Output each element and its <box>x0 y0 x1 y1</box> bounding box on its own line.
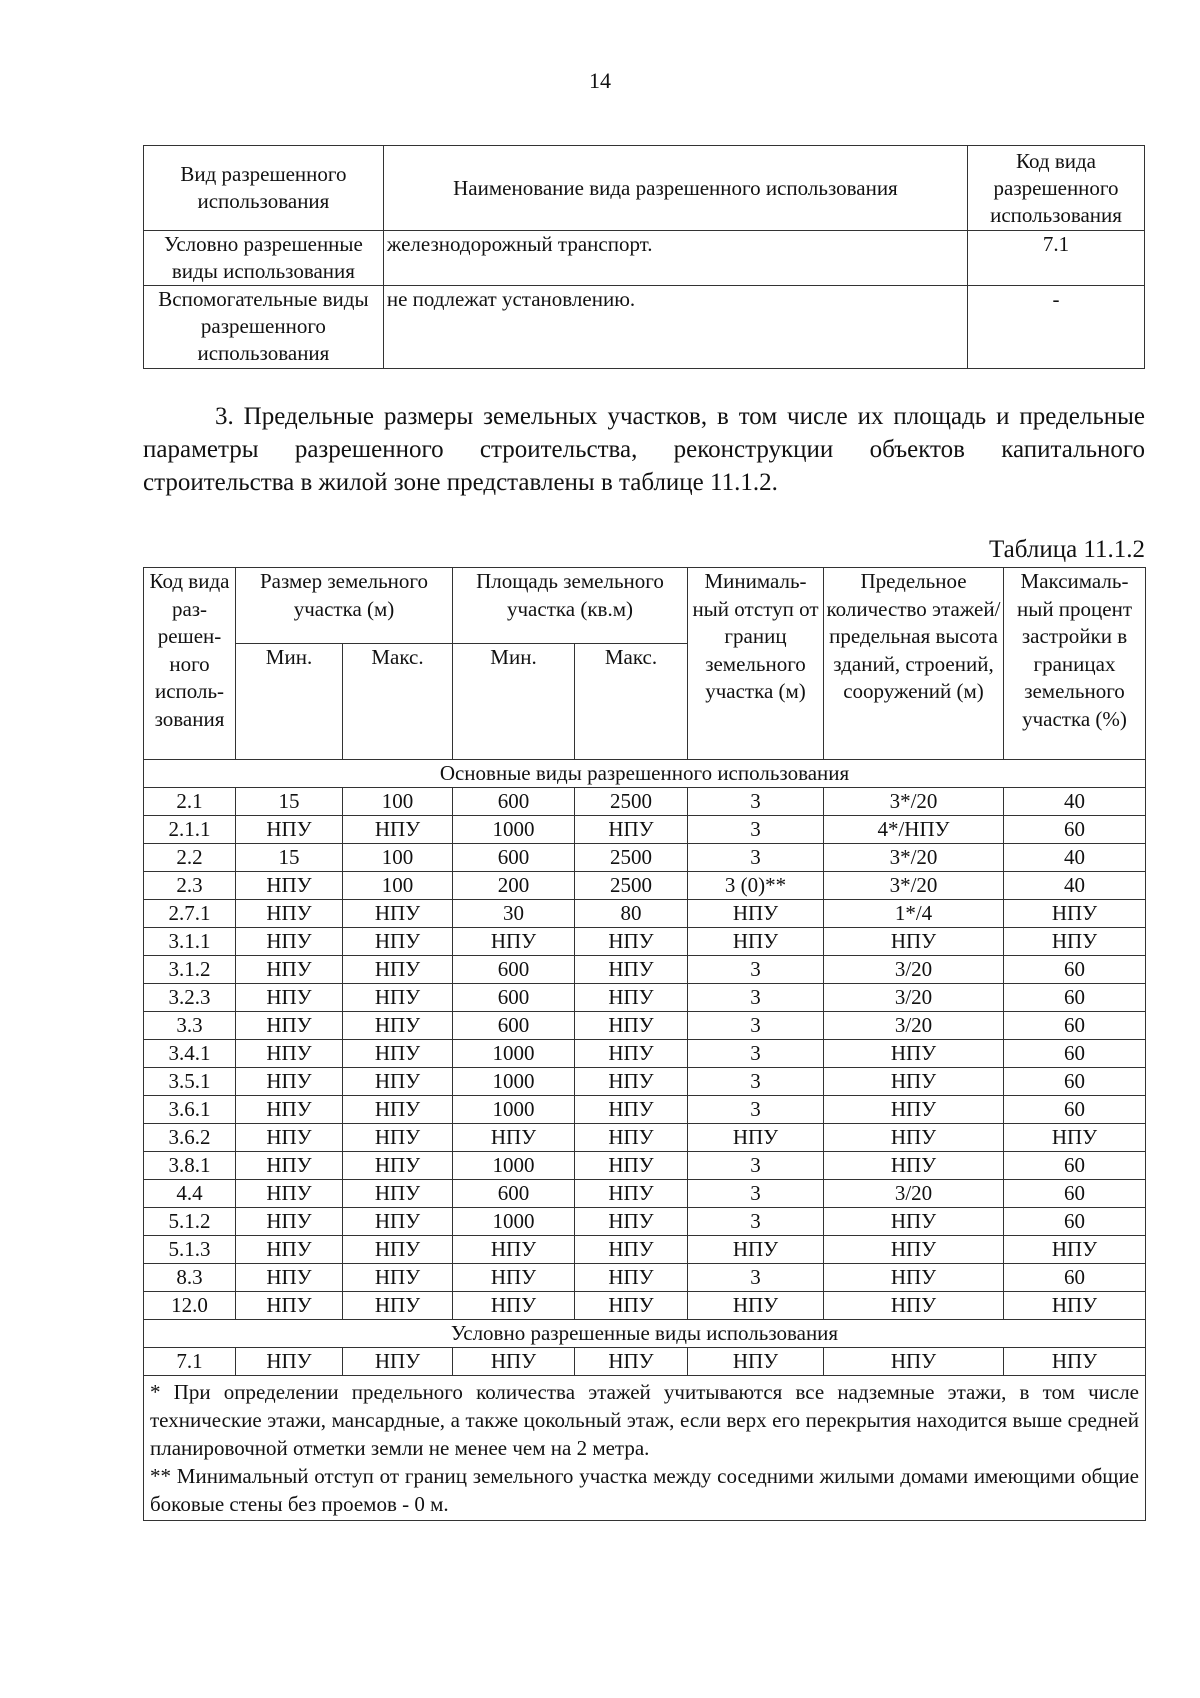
table-cell: НПУ <box>575 816 688 844</box>
table-cell: НПУ <box>236 1208 343 1236</box>
table-cell: 60 <box>1004 1012 1146 1040</box>
table-cell: НПУ <box>236 872 343 900</box>
table-cell: НПУ <box>343 1040 453 1068</box>
table-row <box>144 1208 1146 1236</box>
table-cell: 100 <box>343 872 453 900</box>
table-row <box>144 286 1145 369</box>
permitted-use-table <box>143 145 1145 369</box>
table-cell: 3 <box>688 788 824 816</box>
row-kind: Условно разрешенные виды использования <box>144 231 384 286</box>
notes-row <box>144 1376 1146 1521</box>
table-cell: НПУ <box>575 984 688 1012</box>
table-row <box>144 928 1146 956</box>
header-code: Код вида разрешенного использования <box>968 146 1145 231</box>
table-cell: 4.4 <box>144 1180 236 1208</box>
table-cell: НПУ <box>453 1348 575 1376</box>
table-cell: НПУ <box>824 1124 1004 1152</box>
header-size-max: Макс. <box>343 644 453 760</box>
table-row <box>144 900 1146 928</box>
table-cell: 2.3 <box>144 872 236 900</box>
table-cell: 2.1.1 <box>144 816 236 844</box>
table-cell: НПУ <box>824 1068 1004 1096</box>
table-cell: 1000 <box>453 1208 575 1236</box>
table-cell: 2500 <box>575 788 688 816</box>
table-cell: НПУ <box>343 1236 453 1264</box>
table-cell: 100 <box>343 788 453 816</box>
table-cell: 1000 <box>453 1096 575 1124</box>
paragraph-3: 3. Предельные размеры земельных участков, в том числе их площадь и предельные параметры разрешенного строительства, реконструкции объектов капитального строительства в жилой зоне представлены в таблице 11.1.2. <box>143 403 1145 496</box>
table-cell: 3*/20 <box>824 788 1004 816</box>
table-cell: НПУ <box>575 1152 688 1180</box>
table-cell: 15 <box>236 788 343 816</box>
table-cell: 3.4.1 <box>144 1040 236 1068</box>
table-cell: НПУ <box>236 1096 343 1124</box>
table-cell: НПУ <box>824 1096 1004 1124</box>
table-row <box>144 1068 1146 1096</box>
table-cell: НПУ <box>1004 928 1146 956</box>
table-cell: НПУ <box>343 1068 453 1096</box>
table-cell: НПУ <box>824 1040 1004 1068</box>
table-cell: НПУ <box>236 900 343 928</box>
table-cell: 3*/20 <box>824 844 1004 872</box>
table-cell: НПУ <box>575 1208 688 1236</box>
table-cell: 80 <box>575 900 688 928</box>
table-row <box>144 984 1146 1012</box>
table-cell: 2.7.1 <box>144 900 236 928</box>
table-cell: НПУ <box>236 1348 343 1376</box>
table-cell: 3 <box>688 1096 824 1124</box>
table-cell: 3/20 <box>824 1180 1004 1208</box>
section-title-conditional: Условно разрешенные виды использования <box>144 1320 1146 1348</box>
table-cell: НПУ <box>343 1264 453 1292</box>
table-cell: НПУ <box>236 1152 343 1180</box>
table-cell: НПУ <box>236 1264 343 1292</box>
table-cell: 600 <box>453 844 575 872</box>
table-cell: НПУ <box>343 1152 453 1180</box>
table-cell: 3.2.3 <box>144 984 236 1012</box>
table-cell: 1000 <box>453 1068 575 1096</box>
table-cell: 60 <box>1004 816 1146 844</box>
table-cell: 600 <box>453 788 575 816</box>
table-cell: 3/20 <box>824 1012 1004 1040</box>
table-row <box>144 1236 1146 1264</box>
table-cell: НПУ <box>1004 1124 1146 1152</box>
table-cell: 3/20 <box>824 984 1004 1012</box>
table-cell: НПУ <box>575 1096 688 1124</box>
table-cell: НПУ <box>1004 1348 1146 1376</box>
page-number: 14 <box>589 68 611 93</box>
header-coverage: Максималь-ный процент застройки в границах земельного участка (%) <box>1004 568 1146 760</box>
row-name: железнодорожный транспорт. <box>383 231 967 286</box>
section-row-conditional <box>144 1320 1146 1348</box>
table-cell: НПУ <box>824 1236 1004 1264</box>
table-cell: 3 <box>688 844 824 872</box>
table-cell: 3*/20 <box>824 872 1004 900</box>
table-cell: НПУ <box>824 928 1004 956</box>
table-cell: НПУ <box>575 1124 688 1152</box>
table-cell: НПУ <box>1004 1236 1146 1264</box>
table-cell: НПУ <box>575 1292 688 1320</box>
table-cell: 2500 <box>575 844 688 872</box>
header-floors: Предельное количество этажей/ предельная высота зданий, строений, сооружений (м) <box>824 568 1004 760</box>
table-cell: 3.5.1 <box>144 1068 236 1096</box>
table-row <box>144 1096 1146 1124</box>
table-cell: НПУ <box>824 1208 1004 1236</box>
table-row <box>144 844 1146 872</box>
section-title-main: Основные виды разрешенного использования <box>144 760 1146 788</box>
table-cell: 40 <box>1004 788 1146 816</box>
table-cell: 3.6.1 <box>144 1096 236 1124</box>
table-cell: 3 <box>688 984 824 1012</box>
table-row <box>144 788 1146 816</box>
table-cell: НПУ <box>343 928 453 956</box>
note-1: * При определении предельного количества этажей учитываются все надземные этажи, в том числе технические этажи, мансардные, а также цокольный этаж, если верх его перекрытия находится выше средней планировочной отметки земли не менее чем на 2 метра. <box>150 1380 1139 1460</box>
parameters-table <box>143 567 1146 1521</box>
header-size-min: Мин. <box>236 644 343 760</box>
table-row <box>144 1152 1146 1180</box>
table-cell: 40 <box>1004 844 1146 872</box>
table-cell: 3 <box>688 1068 824 1096</box>
table-cell: 3.8.1 <box>144 1152 236 1180</box>
table-cell: НПУ <box>343 956 453 984</box>
table-cell: НПУ <box>453 1264 575 1292</box>
table-cell: НПУ <box>236 1040 343 1068</box>
table-cell: НПУ <box>688 1292 824 1320</box>
table-cell: НПУ <box>343 984 453 1012</box>
table-caption: Таблица 11.1.2 <box>989 536 1145 563</box>
table-cell: НПУ <box>236 1292 343 1320</box>
table-cell: НПУ <box>236 956 343 984</box>
table-cell: НПУ <box>824 1348 1004 1376</box>
table-cell: НПУ <box>575 928 688 956</box>
table-cell: 3 <box>688 1180 824 1208</box>
table-cell: НПУ <box>824 1292 1004 1320</box>
table-notes <box>144 1376 1146 1521</box>
table-cell: 3.1.2 <box>144 956 236 984</box>
table-row <box>144 1264 1146 1292</box>
table-cell: 3 (0)** <box>688 872 824 900</box>
table-cell: НПУ <box>343 1012 453 1040</box>
table-cell: 60 <box>1004 1208 1146 1236</box>
table-header-row <box>144 146 1145 231</box>
table-cell: НПУ <box>343 1124 453 1152</box>
row-code: - <box>968 286 1145 369</box>
table-cell: 4*/НПУ <box>824 816 1004 844</box>
table-cell: 3 <box>688 1152 824 1180</box>
table-row <box>144 231 1145 286</box>
table-cell: НПУ <box>1004 1292 1146 1320</box>
table-cell: НПУ <box>1004 900 1146 928</box>
table-cell: НПУ <box>688 1236 824 1264</box>
header-area-min: Мин. <box>453 644 575 760</box>
header-code: Код вида раз-решен-ного исполь-зования <box>144 568 236 760</box>
table-cell: 3.3 <box>144 1012 236 1040</box>
table-cell: НПУ <box>343 1180 453 1208</box>
table-cell: НПУ <box>575 1264 688 1292</box>
table-cell: 60 <box>1004 1040 1146 1068</box>
row-kind: Вспомогательные виды разрешенного использования <box>144 286 384 369</box>
table-cell: 200 <box>453 872 575 900</box>
table-row <box>144 872 1146 900</box>
table-row <box>144 1292 1146 1320</box>
table-cell: 2.2 <box>144 844 236 872</box>
table-cell: НПУ <box>453 1124 575 1152</box>
table-cell: НПУ <box>575 1236 688 1264</box>
table-cell: НПУ <box>575 1040 688 1068</box>
table-cell: 600 <box>453 1180 575 1208</box>
table-cell: НПУ <box>453 1292 575 1320</box>
table-cell: НПУ <box>575 1012 688 1040</box>
table-cell: НПУ <box>236 1124 343 1152</box>
table-cell: 3.6.2 <box>144 1124 236 1152</box>
table-cell: 1*/4 <box>824 900 1004 928</box>
table-cell: 3 <box>688 1040 824 1068</box>
header-name: Наименование вида разрешенного использования <box>383 146 967 231</box>
table-cell: НПУ <box>343 1096 453 1124</box>
table-cell: 60 <box>1004 956 1146 984</box>
table-cell: НПУ <box>688 1348 824 1376</box>
table-cell: 100 <box>343 844 453 872</box>
table-cell: НПУ <box>236 816 343 844</box>
table-cell: НПУ <box>236 1236 343 1264</box>
table-cell: 3 <box>688 956 824 984</box>
table-cell: 15 <box>236 844 343 872</box>
table-cell: 2.1 <box>144 788 236 816</box>
table-cell: 1000 <box>453 1040 575 1068</box>
table-row <box>144 1040 1146 1068</box>
table-cell: НПУ <box>453 1236 575 1264</box>
table-cell: НПУ <box>236 984 343 1012</box>
table-cell: 600 <box>453 956 575 984</box>
table-cell: 60 <box>1004 1152 1146 1180</box>
table-cell: 60 <box>1004 1180 1146 1208</box>
table-cell: 5.1.2 <box>144 1208 236 1236</box>
table-cell: НПУ <box>453 928 575 956</box>
table-cell: НПУ <box>236 1068 343 1096</box>
section-row-main <box>144 760 1146 788</box>
table-cell: 2500 <box>575 872 688 900</box>
table-cell: НПУ <box>343 1348 453 1376</box>
row-code: 7.1 <box>968 231 1145 286</box>
table-cell: 3 <box>688 1012 824 1040</box>
table-cell: 600 <box>453 984 575 1012</box>
table-cell: НПУ <box>236 1180 343 1208</box>
table-cell: НПУ <box>575 1180 688 1208</box>
table-cell: НПУ <box>575 1348 688 1376</box>
table-cell: 3 <box>688 816 824 844</box>
header-size: Размер земельного участка (м) <box>236 568 453 644</box>
table-row <box>144 1012 1146 1040</box>
table-cell: НПУ <box>343 1292 453 1320</box>
table-cell: 5.1.3 <box>144 1236 236 1264</box>
table-cell: 60 <box>1004 1264 1146 1292</box>
table-row <box>144 816 1146 844</box>
table-cell: НПУ <box>343 816 453 844</box>
table-row <box>144 1348 1146 1376</box>
table-cell: 40 <box>1004 872 1146 900</box>
table-cell: НПУ <box>343 900 453 928</box>
table-cell: НПУ <box>575 1068 688 1096</box>
note-2: ** Минимальный отступ от границ земельного участка между соседними жилыми домами имеющими общие боковые стены без проемов - 0 м. <box>150 1464 1139 1516</box>
table-row <box>144 956 1146 984</box>
table-row <box>144 1124 1146 1152</box>
table-cell: НПУ <box>343 1208 453 1236</box>
table-cell: НПУ <box>236 1012 343 1040</box>
table-cell: 3 <box>688 1264 824 1292</box>
table-cell: 1000 <box>453 1152 575 1180</box>
header-row-1 <box>144 568 1146 644</box>
table-cell: 3/20 <box>824 956 1004 984</box>
table-cell: 12.0 <box>144 1292 236 1320</box>
table-cell: НПУ <box>688 1124 824 1152</box>
table-cell: 1000 <box>453 816 575 844</box>
table-cell: 60 <box>1004 1068 1146 1096</box>
row-name: не подлежат установлению. <box>383 286 967 369</box>
header-setback: Минималь-ный отступ от границ земельного участка (м) <box>688 568 824 760</box>
table-cell: 60 <box>1004 1096 1146 1124</box>
table-cell: НПУ <box>688 900 824 928</box>
table-cell: 7.1 <box>144 1348 236 1376</box>
table-cell: 3 <box>688 1208 824 1236</box>
table-cell: НПУ <box>824 1264 1004 1292</box>
table-cell: НПУ <box>575 956 688 984</box>
table-cell: НПУ <box>236 928 343 956</box>
header-area-max: Макс. <box>575 644 688 760</box>
table-cell: НПУ <box>688 928 824 956</box>
table-row <box>144 1180 1146 1208</box>
header-kind: Вид разрешенного использования <box>144 146 384 231</box>
table-cell: 3.1.1 <box>144 928 236 956</box>
table-cell: 8.3 <box>144 1264 236 1292</box>
table-cell: 30 <box>453 900 575 928</box>
table-cell: 60 <box>1004 984 1146 1012</box>
table-cell: 600 <box>453 1012 575 1040</box>
header-area: Площадь земельного участка (кв.м) <box>453 568 688 644</box>
table-cell: НПУ <box>824 1152 1004 1180</box>
